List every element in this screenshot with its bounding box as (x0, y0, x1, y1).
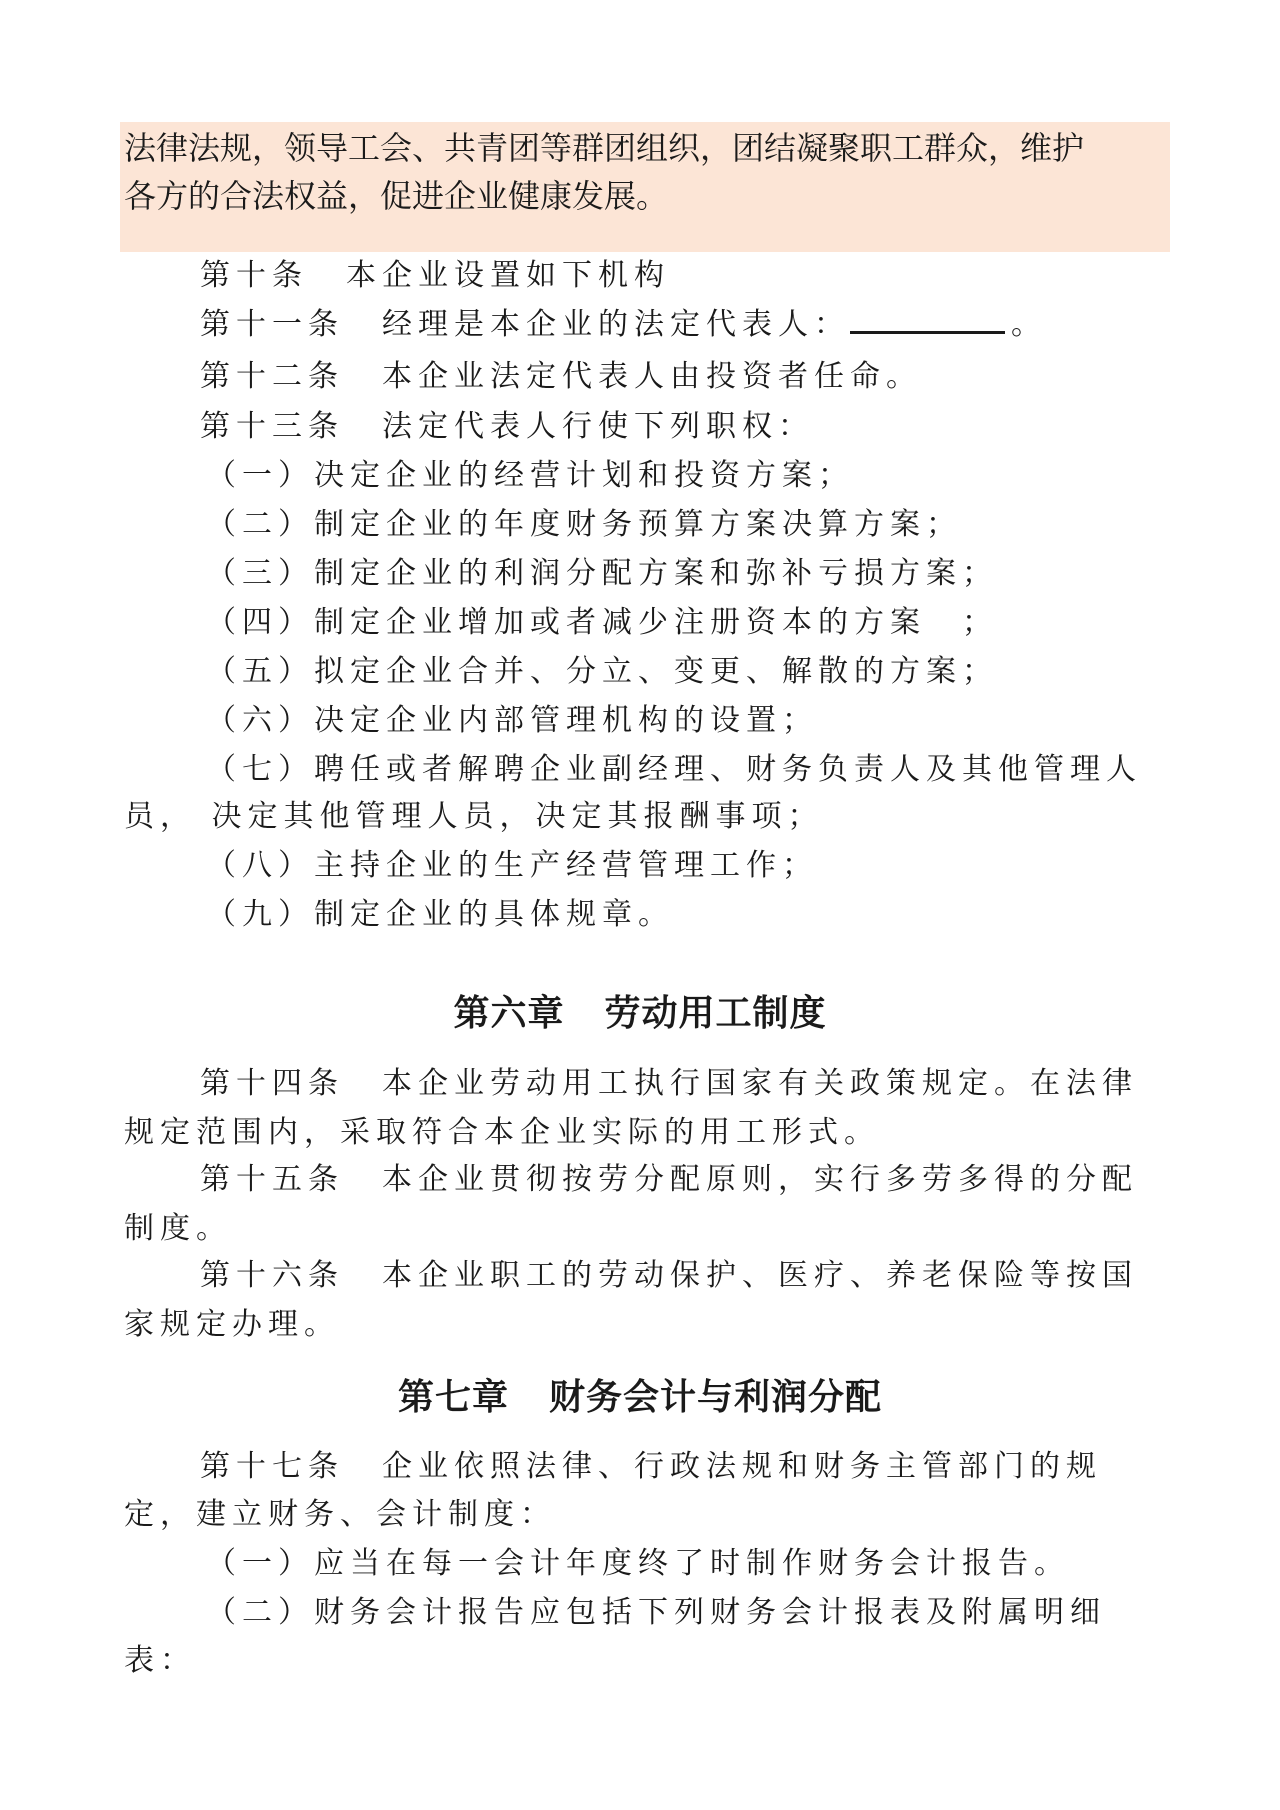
article-label: 第十五条 (200, 1162, 344, 1197)
chapter-title: 劳动用工制度 (604, 993, 827, 1034)
article-text: 本企业贯彻按劳分配原则，实行多劳多得的分配 (382, 1162, 1138, 1197)
intro-line-2: 各方的合法权益，促进企业健康发展。 (124, 177, 669, 215)
article-text: 经理是本企业的法定代表人： (382, 307, 850, 342)
highlighted-paragraph (120, 122, 1170, 252)
intro-line-1: 法律法规，领导工会、共青团等群团组织，团结凝聚职工群众，维护 (124, 129, 1085, 167)
chapter-number: 第七章 (397, 1377, 509, 1418)
article-label: 第十六条 (200, 1258, 344, 1293)
article-14-continuation: 规定范围内，采取符合本企业实际的用工形式。 (124, 1115, 880, 1150)
article-end: 。 (1011, 307, 1047, 342)
article-label: 第十条 (200, 258, 308, 293)
article-label: 第十四条 (200, 1066, 344, 1101)
list-item: （三）制定企业的利润分配方案和弥补亏损方案； (206, 556, 998, 591)
article-14 (200, 1064, 1138, 1104)
list-item: （四）制定企业增加或者减少注册资本的方案 ； (206, 605, 998, 640)
list-item: （二）制定企业的年度财务预算方案决算方案； (206, 507, 962, 542)
article-text: 本企业职工的劳动保护、医疗、养老保险等按国 (382, 1258, 1138, 1293)
list-item-continuation: 表： (124, 1643, 196, 1678)
article-text: 本企业劳动用工执行国家有关政策规定。在法律 (382, 1066, 1138, 1101)
list-item: （一）应当在每一会计年度终了时制作财务会计报告。 (206, 1546, 1070, 1581)
article-16-continuation: 家规定办理。 (124, 1307, 340, 1342)
article-16 (200, 1256, 1138, 1296)
article-label: 第十一条 (200, 307, 344, 342)
article-text: 法定代表人行使下列职权： (382, 409, 814, 444)
article-text: 本企业设置如下机构 (346, 258, 670, 293)
list-item: （五）拟定企业合并、分立、变更、解散的方案； (206, 654, 998, 689)
article-text: 企业依照法律、行政法规和财务主管部门的规 (382, 1449, 1102, 1484)
list-item: （七）聘任或者解聘企业副经理、财务负责人及其他管理人 (206, 752, 1142, 787)
article-17-continuation: 定，建立财务、会计制度： (124, 1497, 556, 1532)
article-label: 第十七条 (200, 1449, 344, 1484)
list-item: （八）主持企业的生产经营管理工作； (206, 848, 818, 883)
chapter-heading-7 (0, 1374, 1280, 1422)
article-10 (200, 256, 670, 296)
blank-underline (850, 305, 1005, 334)
chapter-number: 第六章 (453, 993, 565, 1034)
chapter-heading-6 (0, 990, 1280, 1038)
article-label: 第十二条 (200, 359, 344, 394)
article-text: 本企业法定代表人由投资者任命。 (382, 359, 922, 394)
article-label: 第十三条 (200, 409, 344, 444)
article-15 (200, 1160, 1138, 1200)
article-13 (200, 407, 814, 447)
article-12 (200, 357, 922, 397)
list-item-continuation: 员， 决定其他管理人员，决定其报酬事项； (124, 799, 824, 834)
list-item: （二）财务会计报告应包括下列财务会计报表及附属明细 (206, 1595, 1106, 1630)
article-17 (200, 1447, 1102, 1487)
list-item: （九）制定企业的具体规章。 (206, 897, 674, 932)
article-15-continuation: 制度。 (124, 1211, 232, 1246)
chapter-title: 财务会计与利润分配 (549, 1377, 883, 1418)
article-11 (200, 305, 1047, 345)
list-item: （一）决定企业的经营计划和投资方案； (206, 458, 854, 493)
list-item: （六）决定企业内部管理机构的设置； (206, 703, 818, 738)
